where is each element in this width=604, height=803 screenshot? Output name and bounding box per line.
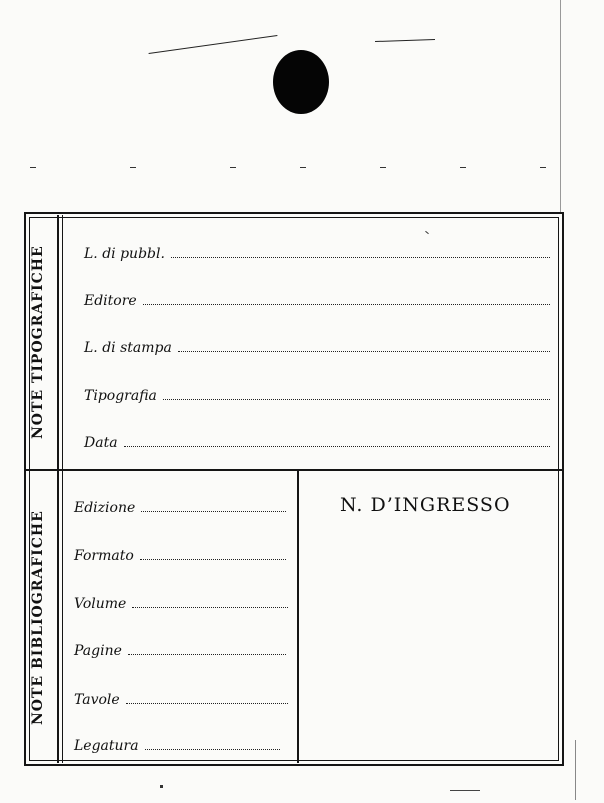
section-divider [26, 469, 562, 471]
tag-edge [560, 0, 561, 212]
field-label: Tavole [74, 692, 120, 708]
field-label: L. di stampa [84, 340, 172, 356]
field-tipografia[interactable] [84, 388, 550, 404]
field-label: Edizione [74, 500, 136, 516]
numero-ingresso-label: N. D’INGRESSO [340, 494, 511, 516]
speck [160, 785, 163, 788]
perforation-dashes [0, 167, 604, 169]
field-label: Pagine [74, 643, 122, 659]
field-label: Volume [74, 596, 127, 612]
speck [450, 790, 480, 791]
field-label: L. di pubbl. [84, 246, 165, 262]
heading-column-rule [57, 215, 59, 763]
speck [575, 740, 576, 800]
field-label: Data [84, 435, 118, 451]
note-bibliografiche-heading: NOTE BIBLIOGRAFICHE [30, 510, 46, 726]
field-luogo-pubblicazione[interactable] [84, 246, 550, 262]
field-label: Formato [74, 548, 134, 564]
blank-line [163, 389, 550, 400]
blank-line [171, 247, 550, 258]
blank-line [141, 501, 286, 512]
heading-column-rule-inner [62, 215, 63, 763]
field-luogo-stampa[interactable] [84, 340, 550, 356]
field-formato[interactable] [74, 548, 286, 564]
field-pagine[interactable] [74, 643, 286, 659]
note-tipografiche-heading: NOTE TIPOGRAFICHE [30, 245, 46, 440]
punch-hole [273, 50, 329, 114]
field-label: Tipografia [84, 388, 157, 404]
blank-line [140, 549, 286, 560]
pencil-stroke [375, 39, 435, 42]
field-legatura[interactable] [74, 738, 280, 754]
field-editore[interactable] [84, 293, 550, 309]
field-data[interactable] [84, 435, 550, 451]
blank-line [178, 341, 550, 352]
field-tavole[interactable] [74, 692, 288, 708]
blank-line [132, 597, 288, 608]
pencil-stroke [149, 35, 278, 54]
blank-line [143, 294, 550, 305]
field-edizione[interactable] [74, 500, 286, 516]
field-label: Editore [84, 293, 137, 309]
numero-ingresso-area[interactable] [301, 525, 559, 761]
blank-line [128, 644, 286, 655]
blank-line [126, 693, 288, 704]
ingresso-column-rule [297, 471, 299, 763]
blank-line [145, 739, 280, 750]
field-volume[interactable] [74, 596, 288, 612]
field-label: Legatura [74, 738, 139, 754]
blank-line [124, 436, 550, 447]
